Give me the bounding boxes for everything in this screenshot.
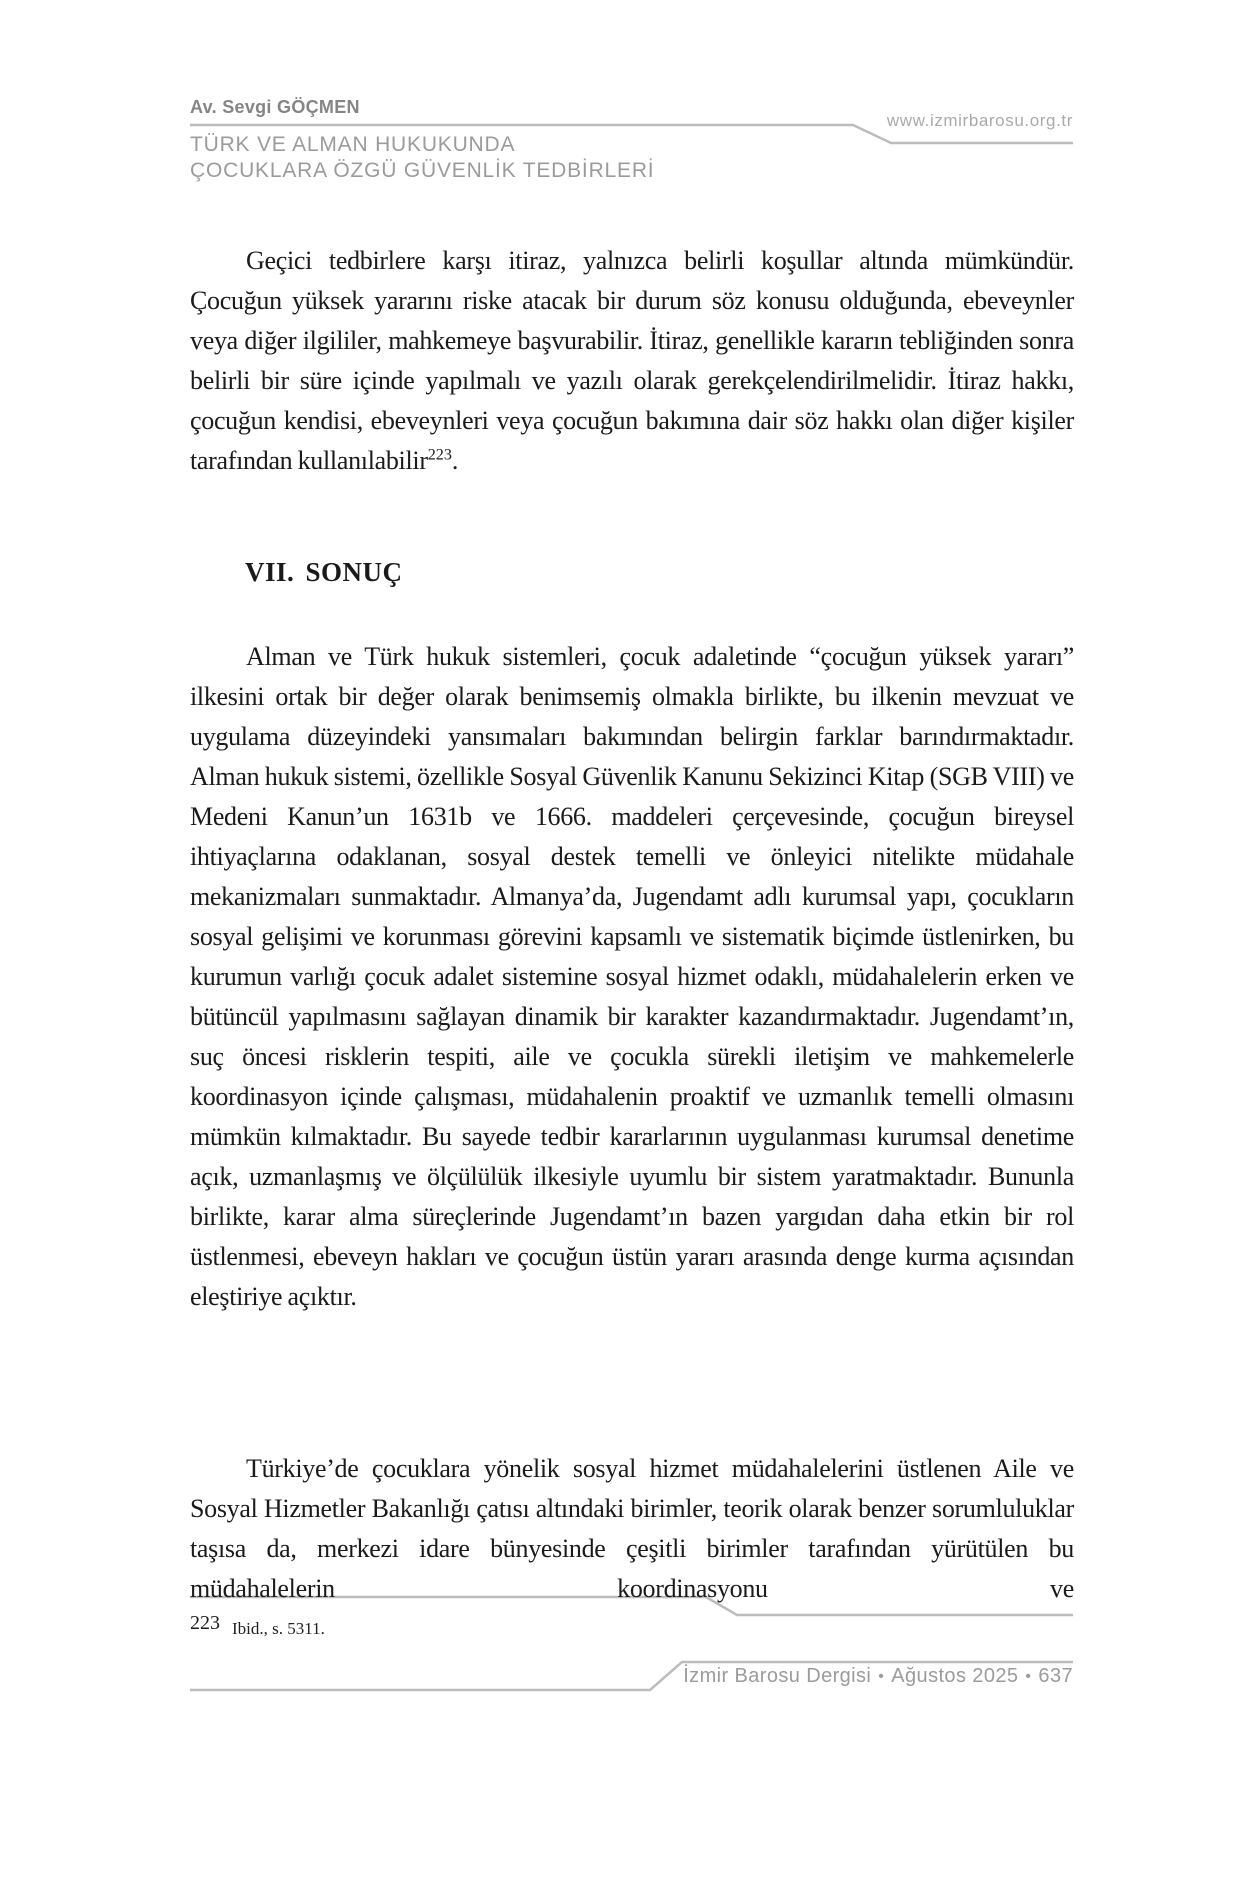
- paragraph-comparison: Alman ve Türk hukuk sistemleri, çocuk adaletinde “çocuğun yüksek yararı” ilkesini ortak bir değer olarak benimsemiş olmakla birlikte, bu ilkenin mevzuat ve uygulama düzeyindeki yansımaları bakımından belirgin farklar barındırmaktadır. Alman hukuk sistemi, özellikle Sosyal Güvenlik Kanunu Sekizinci Kitap (SGB VIII) ve Medeni Kanun’un 1631b ve 1666. maddeleri çerçevesinde, çocuğun bireysel ihtiyaçlarına odaklanan, sosyal destek temelli ve önleyici nitelikte müdahale mekanizmaları sunmaktadır. Almanya’da, Jugendamt adlı kurumsal yapı, çocukların sosyal gelişimi ve korunması görevini kapsamlı ve sistematik biçimde üstlenirken, bu kurumun varlığı çocuk adalet sistemine sosyal hizmet odaklı, müdahalelerin erken ve bütüncül yapılmasını sağlayan dinamik bir karakter kazandırmaktadır. Jugendamt’ın, suç öncesi risklerin tespiti, aile ve çocukla sürekli iletişim ve mahkemelerle koordinasyon içinde çalışması, müdahalenin proaktif ve uzmanlık temelli olmasını mümkün kılmaktadır. Bu sayede tedbir kararlarının uygulanması kurumsal denetime açık, uzmanlaşmış ve ölçülülük ilkesiyle uyumlu bir sistem yaratmaktadır. Bununla birlikte, karar alma süreçlerinde Jugendamt’ın bazen yargıdan daha etkin bir rol üstlenmesi, ebeveyn hakları ve çocuğun üstün yararı arasında denge kurma açısından eleştiriye açıktır.: [190, 642, 1074, 1311]
- author-name: Av. Sevgi GÖÇMEN: [190, 97, 360, 117]
- journal-name: İzmir Barosu Dergisi: [683, 1665, 872, 1687]
- footnote-reference-marker: 223: [427, 446, 452, 464]
- paragraph-text-after-ref: .: [451, 446, 459, 475]
- section-heading-sonuc: VII. SONUÇ: [245, 557, 403, 587]
- article-title-line1: TÜRK VE ALMAN HUKUKUNDA: [190, 133, 516, 156]
- paragraph-itiraz: [190, 241, 1074, 481]
- footnote-text: Ibid., s. 5311.: [232, 1619, 325, 1638]
- article-title-line2: ÇOCUKLARA ÖZGÜ GÜVENLİK TEDBİRLERİ: [190, 159, 655, 182]
- website-url: www.izmirbarosu.org.tr: [886, 111, 1073, 130]
- paragraph-text: Geçici tedbirlere karşı itiraz, yalnızca belirli koşullar altında mümkündür. Çocuğun yüksek yararını riske atacak bir durum söz konusu olduğunda, ebeveynler veya diğer ilgililer, mahkemeye başvurabilir. İtiraz, genellikle kararın tebliğinden sonra belirli bir süre içinde yapılmalı ve yazılı olarak gerekçelendirilmelidir. İtiraz hakkı, çocuğun kendisi, ebeveynleri veya çocuğun bakımına dair söz hakkı olan diğer kişiler tarafından kullanılabilir: [190, 246, 1074, 475]
- paragraph-turkiye: Türkiye’de çocuklara yönelik sosyal hizmet müdahalelerini üstlenen Aile ve Sosyal Hizmetler Bakanlığı çatısı altındaki birimler, teorik olarak benzer sorumluluklar taşısa da, merkezi idare bünyesinde çeşitli birimler tarafından yürütülen bu müdahalelerin koordinasyonu ve: [190, 1454, 1074, 1603]
- page-number: 637: [1038, 1665, 1073, 1687]
- footer-separator: •: [1025, 1668, 1032, 1685]
- footnote: [190, 1612, 325, 1640]
- footer-separator: •: [878, 1668, 885, 1685]
- issue-date: Ağustos 2025: [891, 1665, 1019, 1687]
- page-footer: [683, 1665, 1073, 1688]
- footnote-number: 223: [190, 1612, 220, 1634]
